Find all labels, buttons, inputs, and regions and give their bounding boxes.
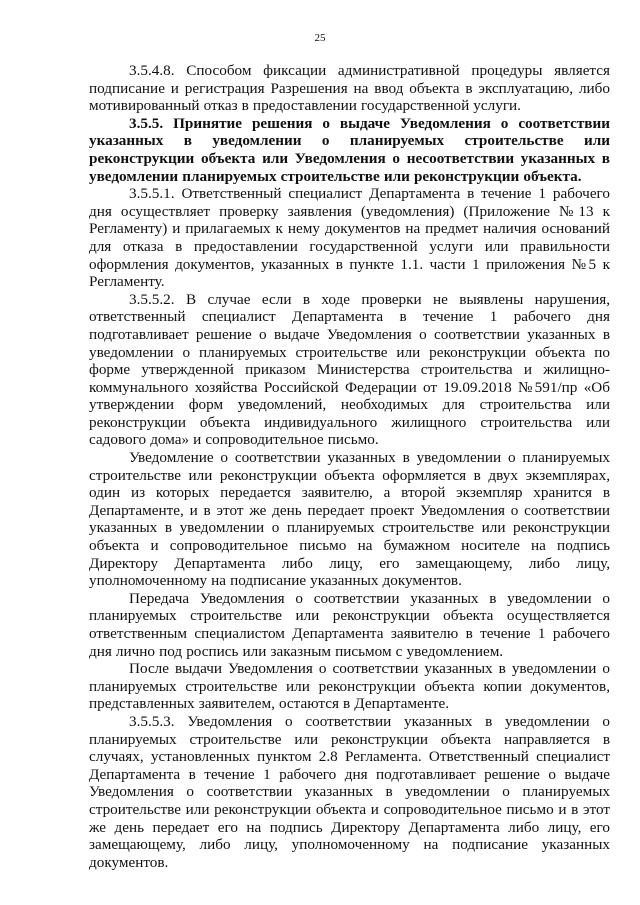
page-number: 25 [314, 32, 326, 44]
document-body [89, 62, 610, 871]
paragraph-3-5-5-2: 3.5.5.2. В случае если в ходе проверки не выявлены нарушения, ответственный специалист Департамента в течение 1 рабочего дня подготавливает решение о выдаче Уведомления о соответствии указанных в уведомлении о планируемых строительстве или реконструкции объекта по форме утвержденной приказом Министерства строительства и жилищно-коммунального хозяйства Российской Федерации от 19.09.2018 №591/пр «Об утверждении форм уведомлений, необходимых для строительства или реконструкции объекта индивидуального жилищного строительства или садового дома» и сопроводительное письмо. [89, 290, 610, 449]
paragraph-3-5-5-3: 3.5.5.3. Уведомления о соответствии указанных в уведомлении о планируемых строительстве или реконструкции объекта направляется в случаях, установленных пунктом 2.8 Регламента. Ответственный специалист Департамента в течение 1 рабочего дня подготавливает решение о выдаче Уведомления о соответствии указанных в уведомлении о планируемых строительстве или реконструкции объекта и сопроводительное письмо и в этот же день передает его на подпись Директору Департамента либо лицу, его замещающему, либо лицу, уполномоченному на подписание указанных документов. [89, 712, 610, 871]
paragraph-notice-issuance: Уведомление о соответствии указанных в уведомлении о планируемых строительстве или реконструкции объекта оформляется в двух экземплярах, один из которых передается заявителю, а второй экземпляр хранится в Департаменте, и в этот же день передает проект Уведомления о соответствии указанных в уведомлении о планируемых строительстве или реконструкции объекта и сопроводительное письмо на бумажном носителе на подпись Директору Департамента либо лицу, его замещающему, либо лицу, уполномоченному на подписание указанных документов. [89, 449, 610, 590]
paragraph-3-5-5-1: 3.5.5.1. Ответственный специалист Департамента в течение 1 рабочего дня осуществляет проверку заявления (уведомления) (Приложение №13 к Регламенту) и прилагаемых к нему документов на предмет наличия оснований для отказа в предоставлении государственной услуги или правильности оформления документов, указанных в пункте 1.1. части 1 приложения №5 к Регламенту. [89, 185, 610, 291]
section-heading-3-5-5: 3.5.5. Принятие решения о выдаче Уведомления о соответствии указанных в уведомлении о планируемых строительстве или реконструкции объекта или Уведомления о несоответствии указанных в уведомлении планируемых строительстве или реконструкции объекта. [89, 114, 610, 185]
paragraph-3-5-4-8: 3.5.4.8. Способом фиксации административной процедуры является подписание и регистрация Разрешения на ввод объекта в эксплуатацию, либо мотивированный отказ в предоставлении государственной услуги. [89, 62, 610, 115]
paragraph-notice-transfer: Передача Уведомления о соответствии указанных в уведомлении о планируемых строительстве или реконструкции объекта осуществляется ответственным специалистом Департамента заявителю в течение 1 рабочего дня лично под роспись или заказным письмом с уведомлением. [89, 589, 610, 660]
paragraph-after-issuance: После выдачи Уведомления о соответствии указанных в уведомлении о планируемых строительстве или реконструкции объекта копии документов, представленных заявителем, остаются в Департаменте. [89, 660, 610, 713]
